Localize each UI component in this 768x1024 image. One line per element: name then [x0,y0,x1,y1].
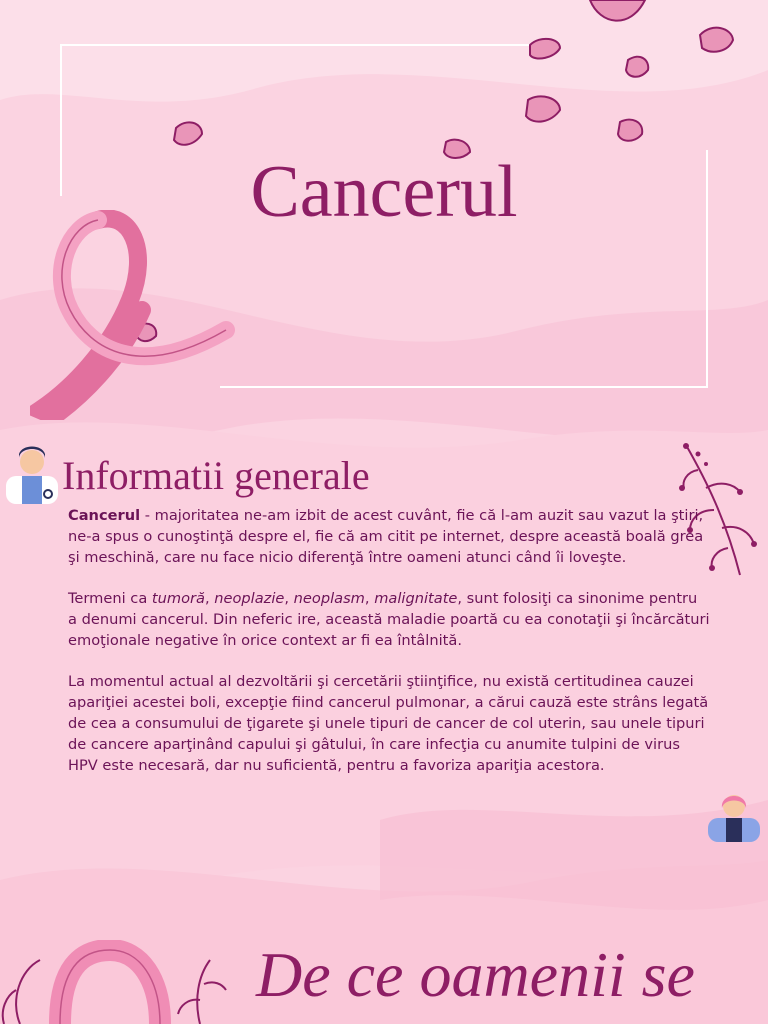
paragraph-1: Cancerul - majoritatea ne-am izbit de acest cuvânt, fie că l-am auzit sau vazut la ştiri, ne-a spus o cunoştinţă despre el, fie că am citit pe internet, despre această boală grea şi meschină, care nu face nicio diferenţă între oameni atunci când îi loveşte. [68,507,704,566]
paragraph-2: Termeni ca tumoră, neoplazie, neoplasm, malignitate, sunt folosiţi ca sinonime pentru a denumi cancerul. Din neferic ire, această maladie poartă cu ea conotaţii şi încărcături emoţionale negative în orice context ar fi ea întâlnită. [68,590,710,649]
leaf-icon [3,960,226,1024]
pink-ribbon-icon [30,210,240,420]
term: neoplazie [214,590,285,607]
lead-term: Cancerul [68,507,141,524]
doctor-icon [2,442,62,504]
nurse-icon [706,790,762,842]
term: malignitate [374,590,458,607]
body-text [68,505,710,796]
term: neoplasm [293,590,365,607]
pink-ribbon-icon [0,940,230,1024]
term: tumoră [151,590,205,607]
page-title: Cancerul [250,151,518,233]
section-title: Informatii generale [62,453,370,498]
footer-title: De ce oamenii se [256,939,695,1010]
paragraph-3: La momentul actual al dezvoltării şi cercetării ştiinţifice, nu există certitudinea cauzei apariţiei acestei boli, excepţie fiind cancerul pulmonar, a cărui cauză este strâns legată de cea a consumului de ţigarete şi unele tipuri de cancer de col uterin, sau unele tipuri de cancere aparţinând capului şi gâtului, în care infecţia cu anumite tulpini de virus HPV este necesară, dar nu suficientă, pentru a favoriza apariţia acestora. [68,673,709,774]
